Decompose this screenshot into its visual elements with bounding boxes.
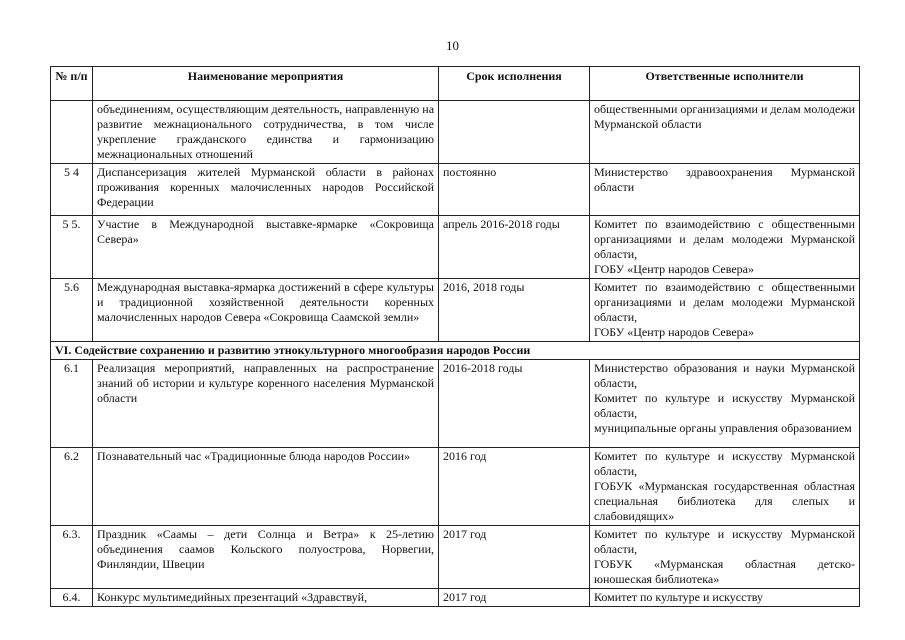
responsible-line: Министерство образования и науки Мурманской области, bbox=[594, 361, 855, 390]
section-title: VI. Содействие сохранению и развитию этнокультурного многообразия народов России bbox=[51, 342, 860, 360]
row-name: Диспансеризация жителей Мурманской области в районах проживания коренных малочисленных народов Российской Федерации bbox=[93, 164, 439, 216]
row-num: 5 5. bbox=[51, 216, 93, 279]
row-num: 5 4 bbox=[51, 164, 93, 216]
row-term: 2017 год bbox=[439, 589, 590, 607]
events-table bbox=[50, 66, 860, 607]
responsible-line: ГОБУ «Центр народов Севера» bbox=[594, 262, 754, 276]
responsible-line: общественными организациями и делам молодежи Мурманской области bbox=[594, 102, 855, 131]
row-num: 6.3. bbox=[51, 526, 93, 589]
row-responsible bbox=[590, 526, 860, 589]
row-term bbox=[439, 101, 590, 164]
table-row bbox=[51, 101, 860, 164]
row-name: Познавательный час «Традиционные блюда народов России» bbox=[93, 448, 439, 526]
row-num: 6.4. bbox=[51, 589, 93, 607]
row-responsible bbox=[590, 164, 860, 216]
row-num: 5.6 bbox=[51, 279, 93, 342]
row-term: 2016 год bbox=[439, 448, 590, 526]
row-term: апрель 2016-2018 годы bbox=[439, 216, 590, 279]
responsible-line: муниципальные органы управления образованием bbox=[594, 421, 852, 435]
row-term: 2017 год bbox=[439, 526, 590, 589]
row-name: объединениям, осуществляющим деятельность, направленную на развитие межнационального сотрудничества, в том числе укрепление гражданского единства и гармонизацию межнациональных отношений bbox=[93, 101, 439, 164]
row-responsible bbox=[590, 101, 860, 164]
row-term: 2016, 2018 годы bbox=[439, 279, 590, 342]
responsible-line: ГОБУК «Мурманская областная детско-юношеская библиотека» bbox=[594, 557, 855, 586]
header-responsible: Ответственные исполнители bbox=[590, 67, 860, 101]
responsible-line: Комитет по культуре и искусству Мурманской области, bbox=[594, 391, 855, 420]
responsible-line: Комитет по взаимодействию с общественными организациями и делам молодежи Мурманской области, bbox=[594, 217, 855, 261]
header-num: № п/п bbox=[51, 67, 93, 101]
responsible-line: Комитет по взаимодействию с общественными организациями и делам молодежи Мурманской области, bbox=[594, 280, 855, 324]
responsible-line: Комитет по культуре и искусству Мурманской области, bbox=[594, 449, 855, 478]
row-responsible bbox=[590, 216, 860, 279]
responsible-line: ГОБУК «Мурманская государственная областная специальная библиотека для слепых и слабовидящих» bbox=[594, 479, 855, 523]
responsible-line: Комитет по культуре и искусству bbox=[594, 590, 763, 604]
row-name: Праздник «Саамы – дети Солнца и Ветра» к 25-летию объединения саамов Кольского полуострова, Норвегии, Финляндии, Швеции bbox=[93, 526, 439, 589]
row-term: 2016-2018 годы bbox=[439, 360, 590, 448]
responsible-line: ГОБУ «Центр народов Севера» bbox=[594, 325, 754, 339]
row-num: 6.1 bbox=[51, 360, 93, 448]
row-responsible bbox=[590, 448, 860, 526]
row-name: Участие в Международной выставке-ярмарке «Сокровища Севера» bbox=[93, 216, 439, 279]
row-name: Конкурс мультимедийных презентаций «Здравствуй, bbox=[93, 589, 439, 607]
table-row bbox=[51, 216, 860, 279]
row-num bbox=[51, 101, 93, 164]
page-number: 10 bbox=[446, 38, 459, 53]
row-num: 6.2 bbox=[51, 448, 93, 526]
table-row bbox=[51, 164, 860, 216]
table-row bbox=[51, 360, 860, 448]
responsible-line: Министерство здравоохранения Мурманской области bbox=[594, 165, 855, 194]
table-row bbox=[51, 448, 860, 526]
table-row bbox=[51, 526, 860, 589]
table-row bbox=[51, 279, 860, 342]
table-header-row bbox=[51, 67, 860, 101]
row-responsible bbox=[590, 360, 860, 448]
row-name: Международная выставка-ярмарка достижений в сфере культуры и традиционной хозяйственной деятельности коренных малочисленных народов Севера «Сокровища Саамской земли» bbox=[93, 279, 439, 342]
responsible-line: Комитет по культуре и искусству Мурманской области, bbox=[594, 527, 855, 556]
row-responsible bbox=[590, 279, 860, 342]
section-row bbox=[51, 342, 860, 360]
header-term: Срок исполнения bbox=[439, 67, 590, 101]
row-term: постоянно bbox=[439, 164, 590, 216]
header-name: Наименование мероприятия bbox=[93, 67, 439, 101]
row-name: Реализация мероприятий, направленных на распространение знаний об истории и культуре коренного населения Мурманской области bbox=[93, 360, 439, 448]
table-row bbox=[51, 589, 860, 607]
row-responsible bbox=[590, 589, 860, 607]
